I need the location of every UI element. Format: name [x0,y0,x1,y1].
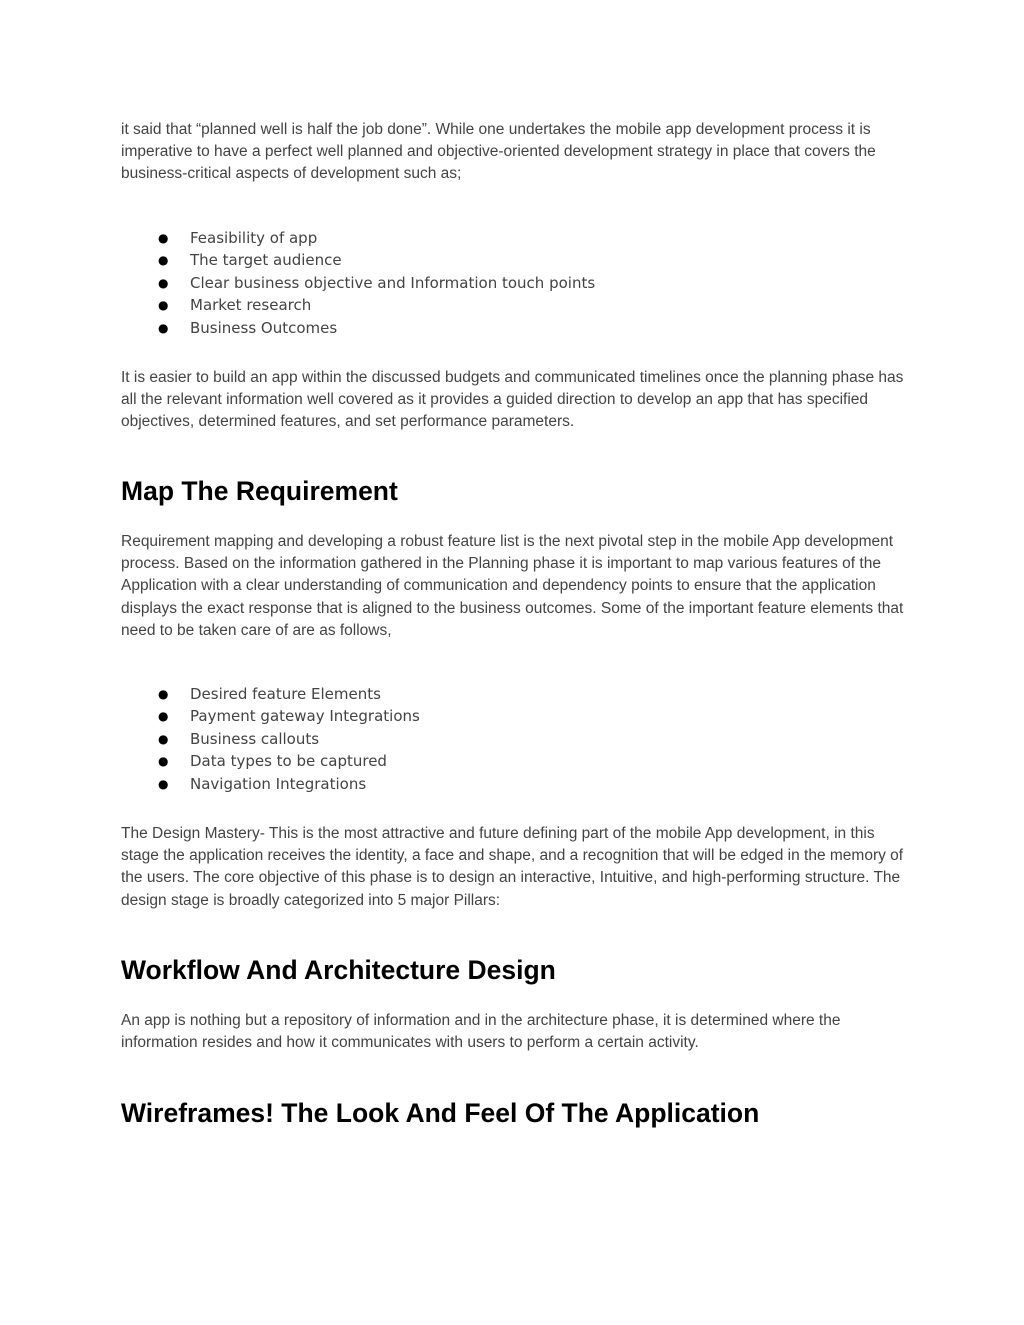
map-requirement-paragraph: Requirement mapping and developing a robust feature list is the next pivotal step in the mobile App development process. Based on the information gathered in the Planning phase it is important to map various features of the Application with a clear understanding of communication and dependency points to ensure that the application displays the exact response that is aligned to the business outcomes. Some of the important feature elements that need to be taken care of are as follows, [121,533,904,639]
bullet-icon: ● [158,709,169,724]
list-item-text: Navigation Integrations [190,774,367,793]
map-requirement-heading: Map The Requirement [121,476,398,506]
list-item-text: Clear business objective and Information touch points [190,273,596,292]
list-item-text: The target audience [190,251,342,270]
bullet-icon: ● [158,320,169,335]
list-item-text: Market research [190,296,312,315]
list-item-text: Payment gateway Integrations [190,707,420,726]
list-item-text: Desired feature Elements [190,685,381,703]
workflow-architecture-paragraph: An app is nothing but a repository of information and in the architecture phase, it is determined where the information resides and how it communicates with users to perform a certain activity. [121,1012,841,1052]
bullet-icon: ● [158,687,169,701]
bullet-icon: ● [158,253,169,268]
bullet-icon: ● [158,231,169,245]
bullet-icon: ● [158,754,169,769]
list-item-text: Business Outcomes [190,318,338,337]
bullet-icon: ● [158,275,169,290]
wireframes-heading: Wireframes! The Look And Feel Of The Application [121,1098,760,1128]
bullet-icon: ● [158,298,169,313]
list-item-text: Feasibility of app [190,229,318,247]
design-mastery-paragraph: The Design Mastery- This is the most attractive and future defining part of the mobile App development, in this stage the application receives the identity, a face and shape, and a recognition that will be edged in the memory of the users. The core objective of this phase is to design an interactive, Intuitive, and high-performing structure. The design stage is broadly categorized into 5 major Pillars: [121,825,904,909]
bullet-icon: ● [158,731,169,746]
list-item-text: Data types to be captured [190,752,387,771]
planning-closing-paragraph: It is easier to build an app within the discussed budgets and communicated timelines once the planning phase has all the relevant information well covered as it provides a guided direction to develop an app that has specified objectives, determined features, and set performance parameters. [121,369,904,431]
workflow-architecture-heading: Workflow And Architecture Design [121,955,556,985]
list-item-text: Business callouts [190,729,320,748]
intro-paragraph: it said that “planned well is half the job done”. While one undertakes the mobile app development process it is imperative to have a perfect well planned and objective-oriented development strategy in place that covers the business-critical aspects of development such as; [121,121,876,183]
bullet-icon: ● [158,776,169,791]
